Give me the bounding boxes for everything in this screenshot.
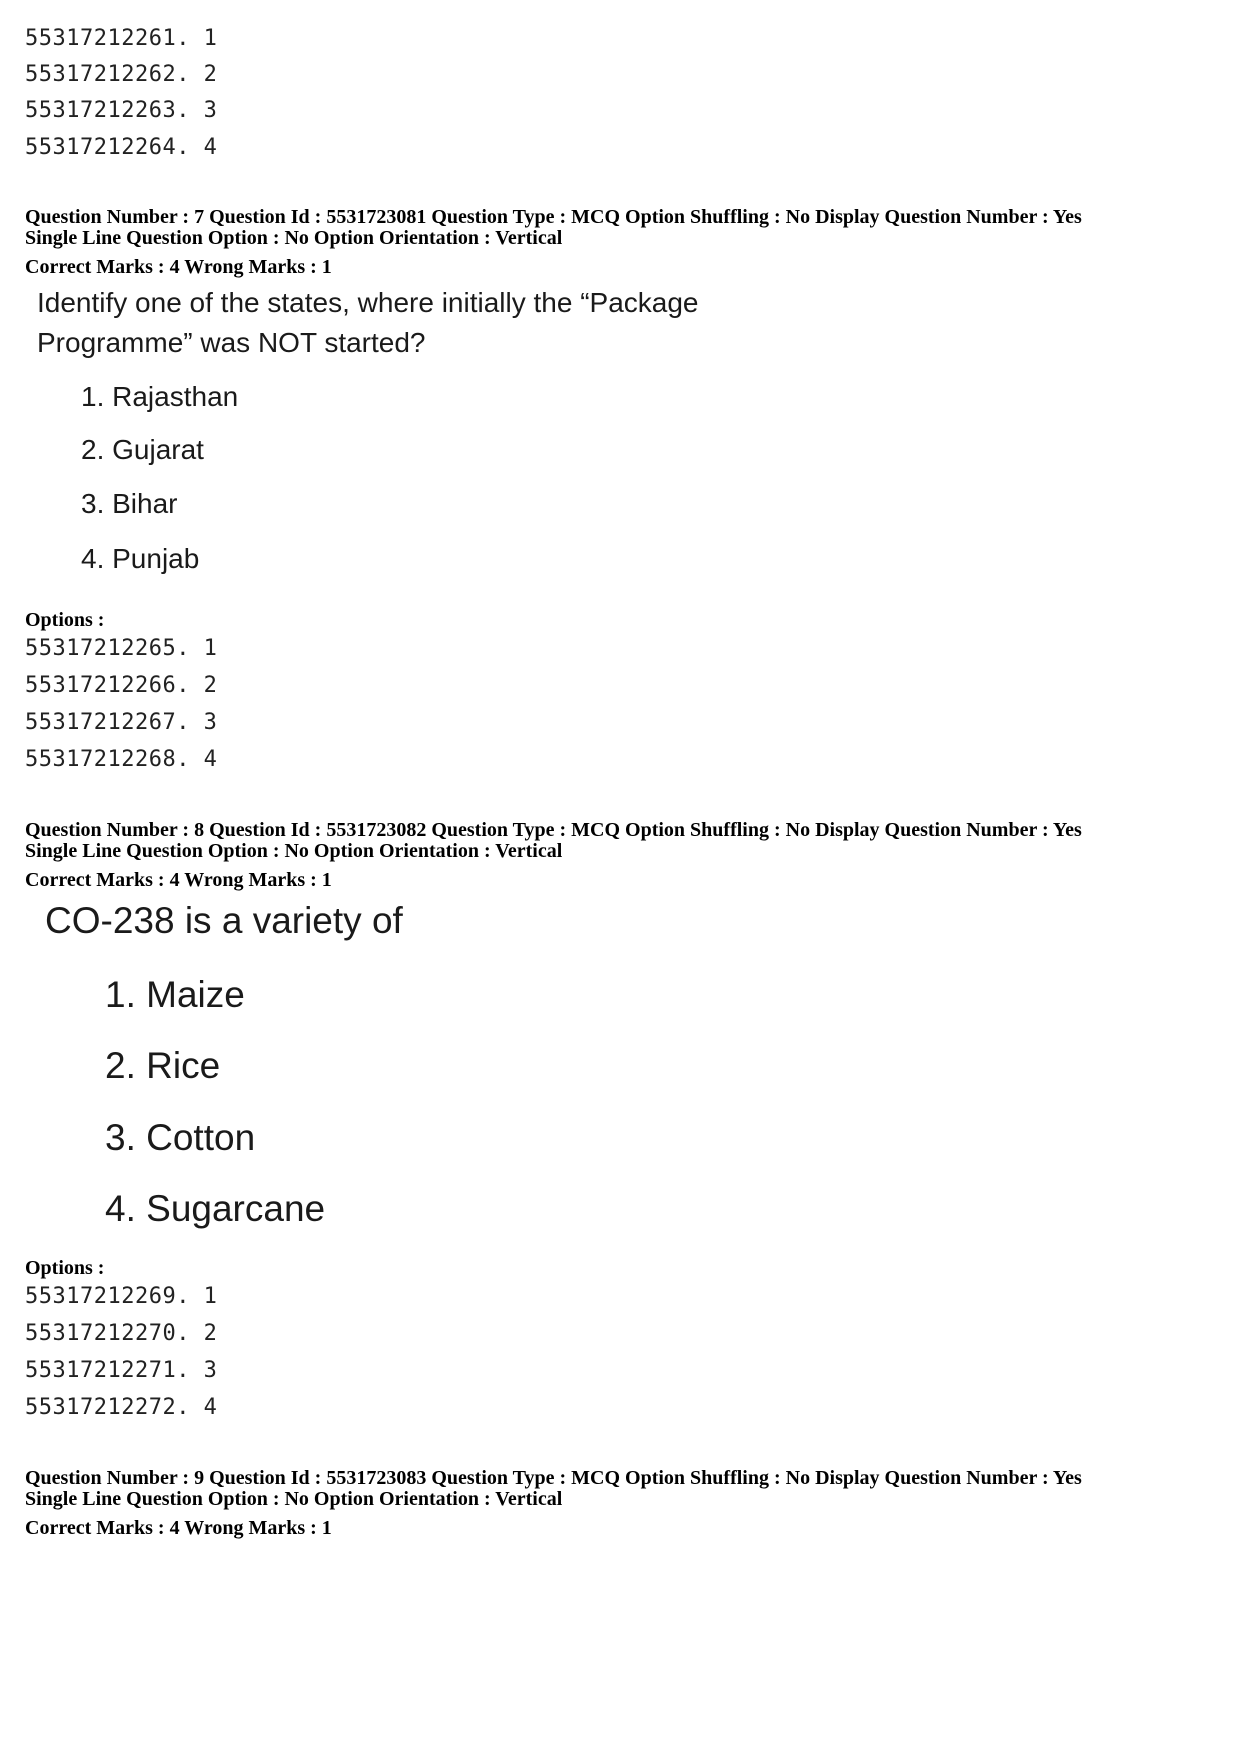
option-id-line: 55317212261. 1 — [25, 26, 218, 51]
question-marks: Correct Marks : 4 Wrong Marks : 1 — [25, 869, 332, 891]
option-id-line: 55317212265. 1 — [25, 636, 218, 661]
question-choice: 3. Bihar — [81, 488, 178, 519]
question-meta-line: Single Line Question Option : No Option Orientation : Vertical — [25, 840, 563, 862]
question-marks: Correct Marks : 4 Wrong Marks : 1 — [25, 1517, 332, 1539]
question-text: Programme” was NOT started? — [37, 327, 426, 358]
option-id-line: 55317212269. 1 — [25, 1284, 218, 1309]
option-id-line: 55317212266. 2 — [25, 673, 218, 698]
question-text: Identify one of the states, where initially the “Package — [37, 287, 699, 318]
options-label: Options : — [25, 609, 105, 631]
question-choice: 2. Rice — [105, 1045, 221, 1086]
question-text: CO-238 is a variety of — [45, 900, 403, 941]
question-choice: 4. Sugarcane — [105, 1188, 326, 1229]
option-id-line: 55317212263. 3 — [25, 98, 218, 123]
option-id-line: 55317212267. 3 — [25, 710, 218, 735]
question-meta-line: Question Number : 7 Question Id : 5531723081 Question Type : MCQ Option Shuffling : No Display Question Number : Yes — [25, 206, 1082, 228]
question-choice: 1. Maize — [105, 974, 245, 1015]
question-marks: Correct Marks : 4 Wrong Marks : 1 — [25, 256, 332, 278]
question-choice: 3. Cotton — [105, 1117, 256, 1158]
question-meta-line: Question Number : 8 Question Id : 5531723082 Question Type : MCQ Option Shuffling : No Display Question Number : Yes — [25, 819, 1082, 841]
option-id-line: 55317212264. 4 — [25, 135, 218, 160]
option-id-line: 55317212270. 2 — [25, 1321, 218, 1346]
option-id-line: 55317212268. 4 — [25, 747, 218, 772]
question-choice: 1. Rajasthan — [81, 381, 239, 412]
option-id-line: 55317212262. 2 — [25, 62, 218, 87]
question-choice: 4. Punjab — [81, 543, 200, 574]
option-id-line: 55317212272. 4 — [25, 1395, 218, 1420]
options-label: Options : — [25, 1257, 105, 1279]
question-meta-line: Single Line Question Option : No Option Orientation : Vertical — [25, 227, 563, 249]
question-meta-line: Question Number : 9 Question Id : 5531723083 Question Type : MCQ Option Shuffling : No Display Question Number : Yes — [25, 1467, 1082, 1489]
question-meta-line: Single Line Question Option : No Option Orientation : Vertical — [25, 1488, 563, 1510]
question-choice: 2. Gujarat — [81, 434, 204, 465]
option-id-line: 55317212271. 3 — [25, 1358, 218, 1383]
